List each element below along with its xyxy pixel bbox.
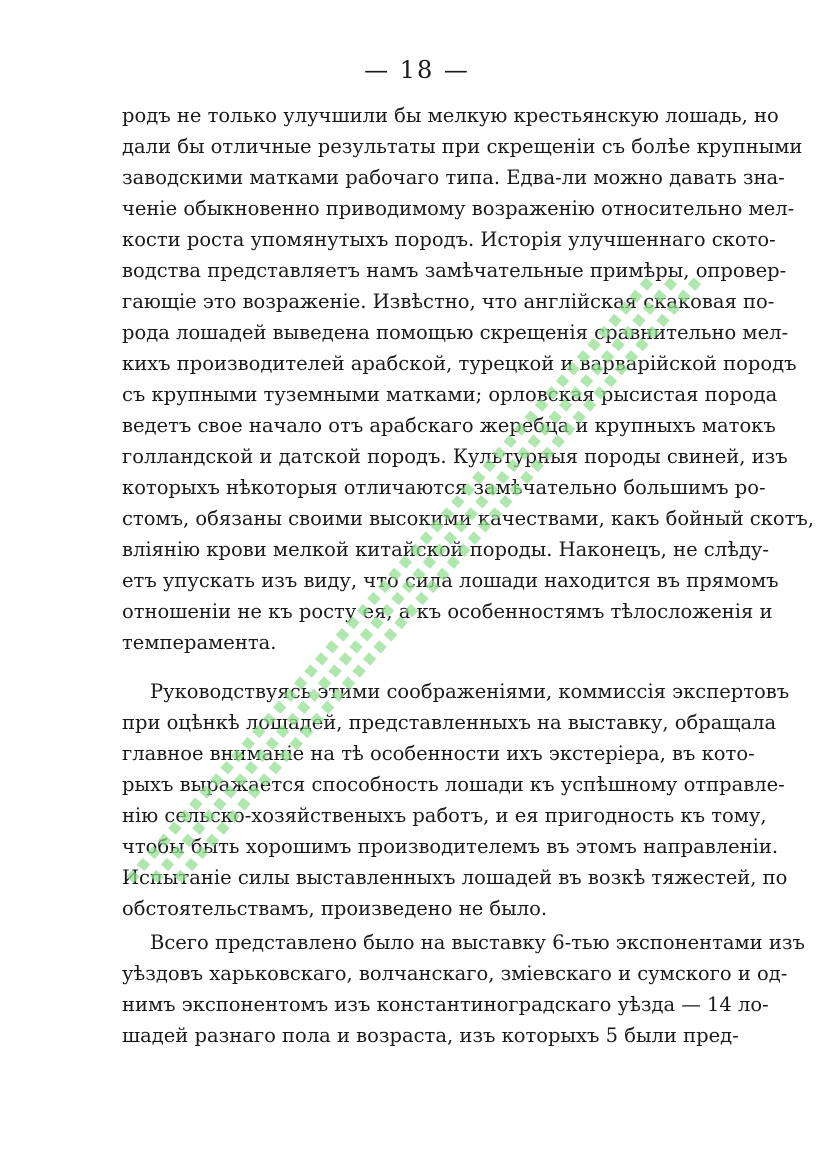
text-line: шадей разнаго пола и возраста, изъ которыхъ 5 были пред- [122,1024,739,1047]
text-line: голландской и датской породъ. Культурныя породы свиней, изъ [122,445,788,468]
text-line: Руководствуясь этими соображеніями, коммиссія экспертовъ [150,680,790,703]
text-line: обстоятельствамъ, произведено не было. [122,897,548,920]
text-line: нію сельско-хозяйственыхъ работъ, и ея пригодность къ тому, [122,804,767,827]
text-line: ченіе обыкновенно приводимому возраженію относительно мел- [122,197,795,220]
page-number: — 18 — [364,56,470,84]
text-line: ведетъ свое начало отъ арабскаго жеребца и крупныхъ матокъ [122,414,776,437]
text-line: при оцѣнкѣ лошадей, представленныхъ на выставку, обращала [122,711,777,734]
text-line: которыхъ нѣкоторыя отличаются замѣчательно большимъ ро- [122,476,766,499]
text-line: темперамента. [122,631,277,654]
text-line: Всего представлено было на выставку 6-тью экспонентами изъ [150,931,805,954]
paragraph-2 [122,676,790,924]
text-line: главное вниманіе на тѣ особенности ихъ экстеріера, въ кото- [122,742,755,765]
text-line: съ крупными туземными матками; орловская рысистая порода [122,383,778,406]
text-line: чтобы быть хорошимъ производителемъ въ этомъ направленіи. [122,835,779,858]
text-line: гающіе это возраженіе. Извѣстно, что англійская скаковая по- [122,290,775,313]
text-line: уѣздовъ харьковскаго, волчанскаго, змiевскаго и сумского и од- [122,962,788,985]
text-line: кихъ производителей арабской, турецкой и варварійской породъ [122,352,797,375]
text-line: заводскими матками рабочаго типа. Едва-ли можно давать зна- [122,166,785,189]
text-line: отношеніи не къ росту ея, а къ особенностямъ тѣлосложенія и [122,600,773,623]
text-line: етъ упускать изъ виду, что сила лошади находится въ прямомъ [122,569,779,592]
text-line: родъ не только улучшили бы мелкую крестьянскую лошадь, но [122,104,779,127]
text-line: нимъ экспонентомъ изъ константиноградскаго уѣзда — 14 ло- [122,993,769,1016]
text-line: дали бы отличные результаты при скрещеніи съ болѣе крупными [122,135,803,158]
text-line: водства представляетъ намъ замѣчательные примѣры, опровер- [122,259,787,282]
text-line: стомъ, обязаны своими высокими качествами, какъ бойный скотъ, [122,507,815,530]
text-line: рода лошадей выведена помощью скрещенія сравнительно мел- [122,321,789,344]
text-line: кости роста упомянутыхъ породъ. Исторія улучшеннаго ското- [122,228,776,251]
text-line: вліянію крови мелкой китайской породы. Наконецъ, не слѣду- [122,538,769,561]
text-line: Испытаніе силы выставленныхъ лошадей въ возкѣ тяжестей, по [122,866,788,889]
paragraph-3 [122,927,805,1051]
paragraph-1 [122,100,815,658]
text-line: рыхъ выражается способность лошади къ успѣшному отправле- [122,773,785,796]
